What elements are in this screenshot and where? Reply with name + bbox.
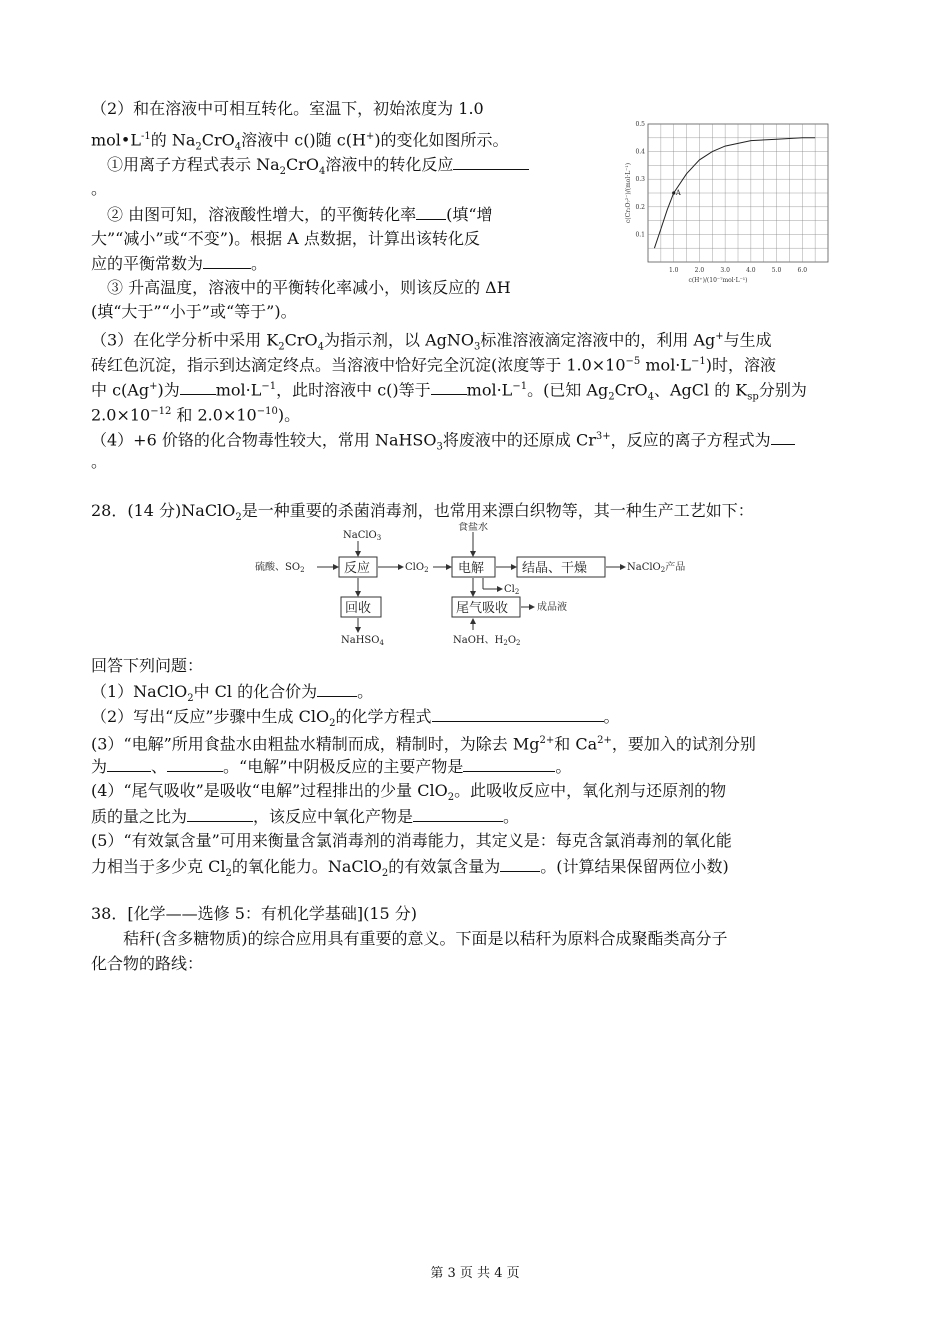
q27-p3-line3: 中 c(Ag+)为 $mol\cdot L^{-1}$，此时溶液中 c()等于 $mol\cdot L^{-1}$。(已知 $Ag_2CrO_4$、AgCl 的 $K_{sp}$分别为 xyxy=(91,380,807,403)
x-tick-label: 3.0 xyxy=(720,267,730,274)
answer-blank[interactable] xyxy=(416,203,446,220)
q27-p2-1-end: 。 xyxy=(91,179,108,198)
process-flow-diagram xyxy=(255,522,705,652)
q27-p2-line2: $mol•L^{-1}$的 $Na_2CrO_4$溶液中 c()随 c(H+)的变化如图所示。 xyxy=(91,130,509,153)
q27-p2-2a: ② 由图可知，溶液酸性增大，的平衡转化率 (填“增 xyxy=(107,205,493,224)
input-acid-label: 硫酸、$SO_2$ xyxy=(255,562,305,574)
q28-q2: （2）写出“反应”步骤中生成 ClO$_2$的化学方程式 。 xyxy=(91,707,620,730)
answer-blank[interactable] xyxy=(413,805,503,822)
q38-para-line2: 化合物的路线： xyxy=(91,954,204,973)
answer-blank[interactable] xyxy=(431,378,467,395)
react-label: 反应 xyxy=(344,561,371,576)
q27-p2-2c: 应的平衡常数为 。 xyxy=(91,254,268,273)
answer-blank[interactable] xyxy=(167,755,223,772)
page-footer: 第 3 页 共 4 页 xyxy=(430,1266,520,1281)
y-tick-label: 0.2 xyxy=(635,203,645,211)
q27-p4-line1: （4）+6 价铬的化合物毒性较大，常用 NaHSO$_3$将废液中的还原成 $Cr^{3+}$，反应的离子方程式为 xyxy=(91,426,795,459)
answer-blank[interactable] xyxy=(107,755,151,772)
x-tick-label: 5.0 xyxy=(771,267,782,274)
q38-para-line1: 秸秆(含多糖物质)的综合应用具有重要的意义。下面是以秸秆为原料合成聚酯类高分子 xyxy=(123,929,728,948)
y-tick-label: 0.1 xyxy=(635,231,645,239)
cl2-label: $Cl_2$ xyxy=(504,584,520,596)
q28-q5-line2: 力相当于多少克 $Cl_2$的氧化能力。NaClO$_2$的有效氯含量为 。(计算结果保留两位小数) xyxy=(91,857,729,880)
answer-blank[interactable] xyxy=(771,428,795,445)
x-tick-label: 4.0 xyxy=(746,267,756,274)
q27-p4-line2: 。 xyxy=(91,452,108,471)
q27-p2-1: ①用离子方程式表示 $Na_2CrO_4$溶液中的转化反应 xyxy=(107,153,529,183)
electrolysis-label: 电解 xyxy=(458,561,485,576)
x-axis-label: c(H⁺)/(10⁻⁷mol·L⁻¹) xyxy=(688,277,748,284)
answer-blank[interactable] xyxy=(203,252,251,269)
crystallize-label: 结晶、干燥 xyxy=(522,561,588,576)
q27-p2-line1: （2）和在溶液中可相互转化。室温下，初始浓度为 1.0 xyxy=(91,99,484,118)
point-a-label: A xyxy=(675,189,681,197)
naoh-h2o2-label: NaOH、$H_2O_2$ xyxy=(453,635,521,647)
q38-heading: 38．[化学——选修 5：有机化学基础](15 分) xyxy=(91,904,418,923)
q28-heading: 28．(14 分)NaClO$_2$是一种重要的杀菌消毒剂，也常用来漂白织物等，其一种生产工艺如下： xyxy=(91,501,754,524)
q27-p2-2b: 大”“减小”或“不变”)。根据 A 点数据，计算出该转化反 xyxy=(91,229,480,248)
x-tick-label: 6.0 xyxy=(797,267,808,274)
q28-q5-line1: (5）“有效氯含量”可用来衡量含氯消毒剂的消毒能力，其定义是：每克含氯消毒剂的氧化能 xyxy=(91,831,732,850)
answer-blank[interactable] xyxy=(187,805,253,822)
tail-absorb-label: 尾气吸收 xyxy=(456,601,509,616)
y-tick-label: 0.5 xyxy=(635,121,645,128)
clo2-label: ClO$_2$ xyxy=(405,562,429,574)
q27-p3-line1: （3）在化学分析中采用 $K_2CrO_4$为指示剂，以 AgNO$_3$标准溶液滴定溶液中的，利用 Ag+与生成 xyxy=(91,330,772,353)
q28-q3-line1: (3）“电解”所用食盐水由粗盐水精制而成，精制时，为除去 $Mg^{2+}$和 $Ca^{2+}$，要加入的试剂分别 xyxy=(91,734,756,754)
product-label: NaClO$_2$产品 xyxy=(627,562,686,574)
concentration-chart xyxy=(620,118,835,288)
y-tick-label: 0.3 xyxy=(635,176,645,184)
q28-q3-line2: 为 、 。“电解”中阴极反应的主要产物是 。 xyxy=(91,757,572,776)
x-tick-label: 1.0 xyxy=(668,267,679,274)
answer-blank[interactable] xyxy=(180,378,216,395)
q28-q4-line1: (4）“尾气吸收”是吸收“电解”过程排出的少量 ClO$_2$。此吸收反应中，氧化剂与还原剂的物 xyxy=(91,781,727,804)
x-tick-label: 2.0 xyxy=(694,267,705,274)
answer-blank[interactable] xyxy=(317,680,357,697)
q27-p2-3b: (填“大于”“小于”或“等于”)。 xyxy=(91,302,297,321)
naclo3-label: NaClO$_3$ xyxy=(343,530,382,542)
answer-blank[interactable] xyxy=(453,153,529,170)
q28-answer-intro: 回答下列问题： xyxy=(91,656,204,675)
y-tick-label: 0.4 xyxy=(635,148,645,156)
recover-label: 回收 xyxy=(345,601,372,616)
q28-q4-line2: 质的量之比为 ，该反应中氧化产物是 。 xyxy=(91,807,520,826)
nahso4-label: NaHSO$_4$ xyxy=(341,635,384,647)
q28-q1: （1）NaClO$_2$中 Cl 的化合价为 。 xyxy=(91,682,374,705)
salt-water-label: 食盐水 xyxy=(458,522,488,533)
answer-blank[interactable] xyxy=(500,855,540,872)
q27-p3-line2: 砖红色沉淀，指示到达滴定终点。当溶液中恰好完全沉淀(浓度等于 $1.0\times 10^{-5}$ $mol\cdot L^{-1}$)时，溶液 xyxy=(91,355,777,375)
answer-blank[interactable] xyxy=(432,705,604,722)
answer-blank[interactable] xyxy=(463,755,555,772)
finished-liquid-label: 成品液 xyxy=(537,602,567,613)
q27-p2-3a: ③ 升高温度，溶液中的平衡转化率减小，则该反应的 ΔH xyxy=(107,278,511,297)
y-axis-label: c(Cr₂O₇²⁻)/(mol·L⁻¹) xyxy=(625,162,632,224)
q27-p3-line4: $2.0\times 10^{-12}$ 和 $2.0\times 10^{-10}$)。 xyxy=(91,405,301,425)
